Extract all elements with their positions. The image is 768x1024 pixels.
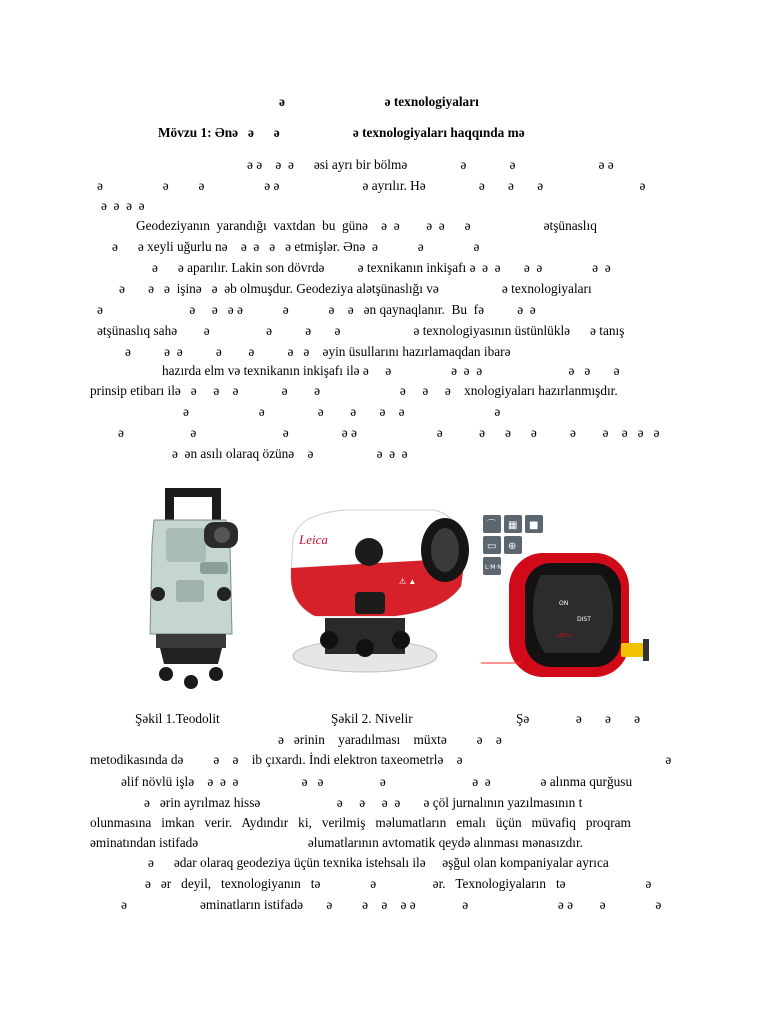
text-line: əlif növlü işlə ə ə ə ə ə ə ə ə ə alınma qurğusu bbox=[121, 774, 633, 789]
text-line: ə ə ə ə ə ə ayrılır. Hə ə ə ə ə bbox=[97, 178, 646, 193]
text-line: ə əminatların istifadə ə ə ə ə ə ə ə ə ə ə bbox=[121, 897, 662, 912]
text-line: ə ə ə ə ə ə ə əyin üsullarını hazırlamaqdan ibarə bbox=[125, 344, 511, 359]
text-line: hazırda elm və texnikanın inkişafı ilə ə ə ə ə ə ə ə ə bbox=[162, 363, 620, 378]
meter-brand-label: LEICA bbox=[557, 633, 572, 639]
meter-dist-button: DIST bbox=[577, 616, 591, 623]
text-line: ə ə ə ə ə ə ə ə ə ə ə ə ə ə bbox=[118, 425, 660, 440]
text-line: ə ə aparılır. Lakin son dövrdə ə texnikanın inkişafı ə ə ə ə ə ə ə bbox=[152, 260, 611, 275]
text-line: ə ə ə ə əsi ayrı bir bölmə ə ə ə ə bbox=[247, 157, 614, 172]
icon-label: L·M·N bbox=[485, 564, 502, 571]
document-title: ə ə texnologiyaları bbox=[279, 94, 479, 109]
meter-on-button: ON bbox=[559, 600, 569, 607]
text-line: ə ə ə işinə ə əb olmuşdur. Geodeziya alətşünaslığı və ə texnologiyaları bbox=[119, 281, 592, 296]
svg-text:▭: ▭ bbox=[487, 541, 497, 552]
text-line: prinsip etibarı ilə ə ə ə ə ə ə ə ə xnologiyaları hazırlanmışdır. bbox=[90, 383, 618, 398]
text-line: ə ə ə ə bbox=[101, 198, 145, 213]
figure-1-caption: Şəkil 1.Teodolit bbox=[135, 711, 220, 726]
text-line: ə ərinin yaradılması müxtə ə ə bbox=[278, 732, 502, 747]
theodolite-image bbox=[140, 484, 240, 690]
text-line: ə ə ə ə ə ə ə bbox=[183, 404, 501, 419]
figure-2-caption: Şəkil 2. Nivelir bbox=[331, 711, 413, 726]
level-image bbox=[285, 506, 470, 674]
text-line: ə ə xeyli uğurlu nə ə ə ə ə etmişlər. Ənə ə ə ə bbox=[112, 239, 480, 254]
text-line: ə ədar olaraq geodeziya üçün texnika istehsalı ilə əşğul olan kompaniyalar ayrıca bbox=[148, 855, 609, 870]
text-line: Geodeziyanın yarandığı vaxtdan bu günə ə ə ə ə ə ətşünaslıq bbox=[136, 218, 597, 233]
laser-distance-meter-image bbox=[481, 513, 661, 685]
text-line: olunmasına imkan verir. Aydındır ki, verilmiş məlumatların emalı üçün müvafiq proqram bbox=[90, 815, 631, 830]
svg-text:⊕: ⊕ bbox=[508, 541, 517, 552]
svg-text:■: ■ bbox=[529, 520, 539, 531]
leica-logo: Leica bbox=[299, 532, 328, 547]
figure-3-caption: Şə ə ə ə bbox=[516, 711, 641, 726]
text-line: ətşünaslıq sahə ə ə ə ə ə texnologiyasının üstünlüklə ə tanış bbox=[97, 323, 625, 338]
text-line: ə ən asılı olaraq özünə ə ə ə ə bbox=[172, 446, 408, 461]
section-heading: Mövzu 1: Ənə ə ə ə texnologiyaları haqqında mə bbox=[158, 125, 525, 140]
svg-text:⚠ ▲: ⚠ ▲ bbox=[399, 577, 417, 586]
svg-text:⌒: ⌒ bbox=[487, 520, 497, 530]
text-line: əminatından istifadə əlumatlarının avtomatik qeydə alınması mənasızdır. bbox=[90, 835, 583, 850]
text-line: ə ə ə ə ə ə ə ə ən qaynaqlanır. Bu fə ə ə bbox=[97, 302, 536, 317]
text-line: ə ərin ayrılmaz hissə ə ə ə ə ə çöl jurnalının yazılmasının t bbox=[144, 795, 583, 810]
text-line: ə ər deyil, texnologiyanın tə ə ər. Texnologiyaların tə ə bbox=[145, 876, 652, 891]
svg-text:▦: ▦ bbox=[508, 520, 518, 531]
text-line: metodikasında də ə ə ib çıxardı. İndi elektron taxeometrlə ə ə bbox=[90, 752, 672, 767]
